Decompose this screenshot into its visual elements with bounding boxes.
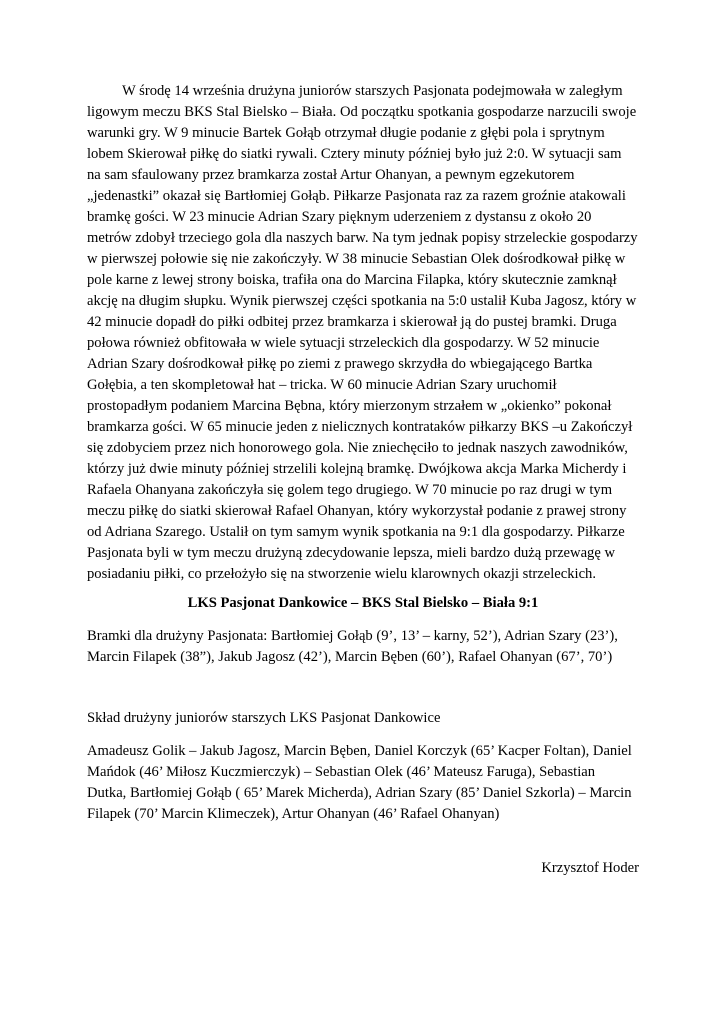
report-line: metrów zdobył trzeciego gola dla naszych barw. Na tym jednak popisy strzeleckie gospodarzy [87,230,638,246]
goal-scorers-paragraph [87,626,639,668]
match-result-heading: LKS Pasjonat Dankowice – BKS Stal Bielsko – Biała 9:1 [187,595,539,611]
report-line: akcję na długim słupku. Wynik pierwszej części spotkania na 5:0 ustalił Kuba Jagosz, który w [87,293,637,309]
report-line: prostopadłym podaniem Marcina Bębna, który mierzonym strzałem w „okienko” pokonał [87,398,612,414]
document-page [87,81,639,876]
report-line: Rafaela Ohanyana zakończyła się golem tego drugiego. W 70 minucie po raz drugi w tym [87,482,613,498]
report-line: na sam sfaulowany przez bramkarza został Artur Ohanyan, a pewnym egzekutorem [87,167,575,183]
report-line: Adrian Szary dośrodkował piłkę po ziemi z prawego skrzydła do wbiegającego Bartka [87,356,593,372]
report-line: bramkarza gości. W 65 minucie jeden z nielicznych kontrataków piłkarzy BKS –u Zakończył [87,419,633,435]
squad-line: Dutka, Bartłomiej Gołąb ( 65’ Marek Micherda), Adrian Szary (85’ Daniel Szkorla) – Marcin [87,785,632,801]
report-line: połowa również obfitowała w wiele sytuacji strzeleckich dla gospodarzy. W 52 minucie [87,335,600,351]
squad-line: Filapek (70’ Marcin Klimeczek), Artur Ohanyan (46’ Rafael Ohanyan) [87,806,500,822]
squad-line: Mańdok (46’ Miłosz Kuczmierczyk) – Sebastian Olek (46’ Mateusz Faruga), Sebastian [87,764,596,780]
report-line: 42 minucie dopadł do piłki odbitej przez bramkarza i skierował ją do pustej bramki. Druga [87,314,617,330]
report-line: posiadaniu piłki, co przełożyło się na stworzenie wielu klarownych okazji strzeleckich. [87,566,596,582]
report-line: W środę 14 września drużyna juniorów starszych Pasjonata podejmowała w zaległym [122,83,623,99]
report-line: Pasjonata byli w tym meczu drużyną zdecydowanie lepsza, mieli bardzo dużą przewagę w [87,545,616,561]
squad-line: Amadeusz Golik – Jakub Jagosz, Marcin Bęben, Daniel Korczyk (65’ Kacper Foltan), Daniel [87,743,632,759]
report-line: Gołębia, a ten skompletował hat – tricka. W 60 minucie Adrian Szary uruchomił [87,377,557,393]
goals-line: Marcin Filapek (38”), Jakub Jagosz (42’), Marcin Bęben (60’), Rafael Ohanyan (67’, 70’) [87,649,613,665]
report-line: „jedenastki” okazał się Bartłomiej Gołąb. Piłkarze Pasjonata raz za razem groźnie atakowali [87,188,626,204]
report-line: w pierwszej połowie się nie zakończyły. W 38 minucie Sebastian Olek dośrodkował piłkę w [87,251,626,267]
report-line: pole karne z lewej strony boiska, trafiła ona do Marcina Filapka, który skutecznie zamknął [87,272,617,288]
author-signature: Krzysztof Hoder [541,860,639,876]
report-line: warunki gry. W 9 minucie Bartek Gołąb otrzymał długie podanie z głębi pola i sprytnym [87,125,605,141]
report-line: się zdobyciem przez nich honorowego gola. Nie zniechęciło to jednak naszych zawodników, [87,440,628,456]
report-line: bramkę gości. W 23 minucie Adrian Szary pięknym uderzeniem z dystansu z około 20 [87,209,592,225]
match-report-paragraph [87,81,639,585]
squad-heading: Skład drużyny juniorów starszych LKS Pasjonat Dankowice [87,710,441,726]
report-line: meczu piłkę do siatki skierował Rafael Ohanyan, który wykorzystał podanie z prawej strony [87,503,627,519]
goals-line: Bramki dla drużyny Pasjonata: Bartłomiej Gołąb (9’, 13’ – karny, 52’), Adrian Szary (23’), [87,628,618,644]
report-line: lobem Skierował piłkę do siatki rywali. Cztery minuty później było już 2:0. W sytuacji sam [87,146,622,162]
report-line: ligowym meczu BKS Stal Bielsko – Biała. Od początku spotkania gospodarze narzucili swoje [87,104,637,120]
report-line: którzy już dwie minuty później strzelili kolejną bramkę. Dwójkowa akcja Marka Micherdy i [87,461,627,477]
report-line: od Adriana Szarego. Ustalił on tym samym wynik spotkania na 9:1 dla gospodarzy. Piłkarze [87,524,625,540]
squad-paragraph [87,741,639,825]
